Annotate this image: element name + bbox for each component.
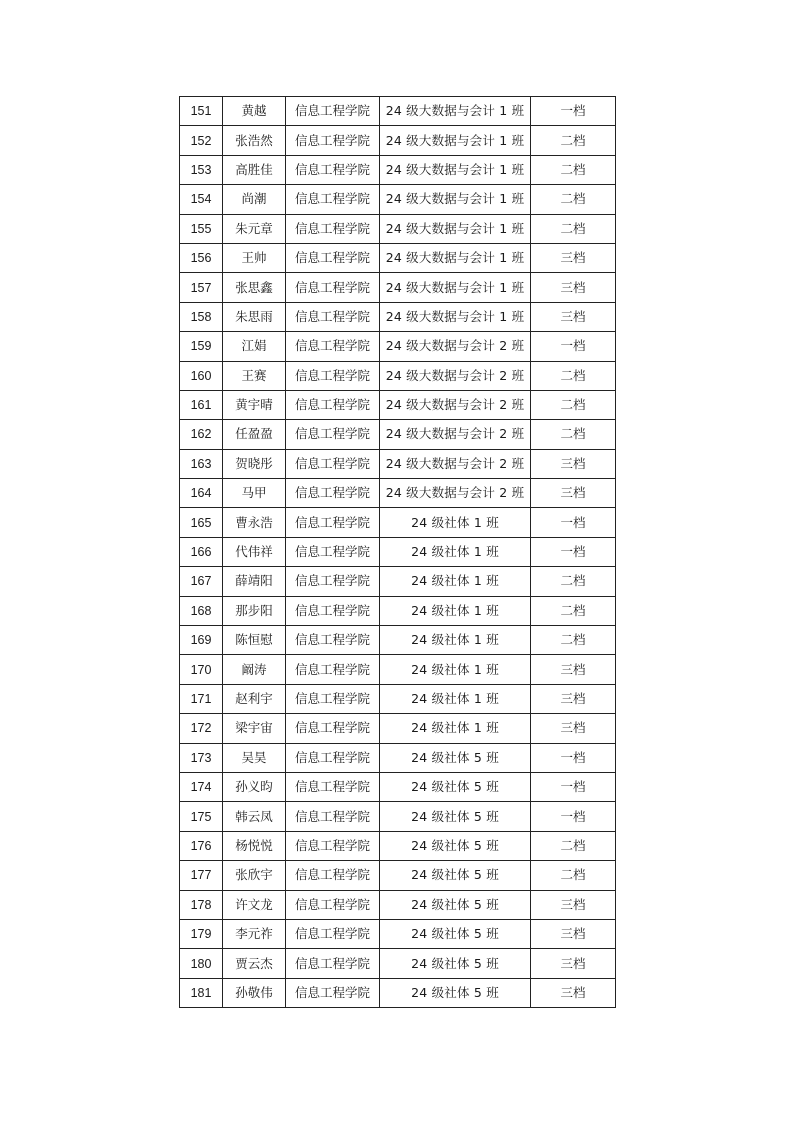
table-row: [180, 449, 616, 478]
tier-cell: 三档: [531, 714, 616, 743]
tier-cell: 二档: [531, 126, 616, 155]
row-number-cell: 168: [180, 596, 223, 625]
college-cell: 信息工程学院: [286, 890, 380, 919]
row-number-cell: 177: [180, 861, 223, 890]
table-row: [180, 508, 616, 537]
student-name-cell: 杨悦悦: [223, 831, 286, 860]
tier-cell: 三档: [531, 978, 616, 1007]
student-name-cell: 马甲: [223, 479, 286, 508]
class-cell: 24 级社体 5 班: [380, 861, 531, 890]
tier-cell: 二档: [531, 626, 616, 655]
class-cell: 24 级社体 5 班: [380, 978, 531, 1007]
college-cell: 信息工程学院: [286, 243, 380, 272]
student-name-cell: 任盈盈: [223, 420, 286, 449]
row-number-cell: 159: [180, 332, 223, 361]
class-cell: 24 级社体 5 班: [380, 772, 531, 801]
tier-cell: 三档: [531, 302, 616, 331]
student-name-cell: 张欣宇: [223, 861, 286, 890]
student-name-cell: 王赛: [223, 361, 286, 390]
row-number-cell: 157: [180, 273, 223, 302]
table-row: [180, 361, 616, 390]
student-name-cell: 代伟祥: [223, 537, 286, 566]
roster-body: [180, 97, 616, 1008]
student-name-cell: 贾云杰: [223, 949, 286, 978]
table-row: [180, 97, 616, 126]
row-number-cell: 174: [180, 772, 223, 801]
table-row: [180, 332, 616, 361]
row-number-cell: 180: [180, 949, 223, 978]
tier-cell: 二档: [531, 831, 616, 860]
class-cell: 24 级社体 1 班: [380, 596, 531, 625]
student-name-cell: 高胜佳: [223, 155, 286, 184]
college-cell: 信息工程学院: [286, 390, 380, 419]
student-name-cell: 黄宇晴: [223, 390, 286, 419]
student-name-cell: 江娟: [223, 332, 286, 361]
class-cell: 24 级大数据与会计 2 班: [380, 390, 531, 419]
class-cell: 24 级大数据与会计 2 班: [380, 332, 531, 361]
college-cell: 信息工程学院: [286, 185, 380, 214]
table-row: [180, 831, 616, 860]
tier-cell: 一档: [531, 772, 616, 801]
tier-cell: 二档: [531, 861, 616, 890]
table-row: [180, 978, 616, 1007]
student-name-cell: 赵利宇: [223, 684, 286, 713]
table-row: [180, 802, 616, 831]
class-cell: 24 级大数据与会计 1 班: [380, 126, 531, 155]
college-cell: 信息工程学院: [286, 479, 380, 508]
tier-cell: 一档: [531, 508, 616, 537]
tier-cell: 三档: [531, 449, 616, 478]
table-row: [180, 684, 616, 713]
row-number-cell: 170: [180, 655, 223, 684]
college-cell: 信息工程学院: [286, 772, 380, 801]
tier-cell: 二档: [531, 185, 616, 214]
student-name-cell: 孙义昀: [223, 772, 286, 801]
class-cell: 24 级社体 1 班: [380, 567, 531, 596]
tier-cell: 三档: [531, 243, 616, 272]
class-cell: 24 级大数据与会计 1 班: [380, 302, 531, 331]
table-row: [180, 302, 616, 331]
table-row: [180, 126, 616, 155]
college-cell: 信息工程学院: [286, 861, 380, 890]
class-cell: 24 级社体 5 班: [380, 831, 531, 860]
tier-cell: 一档: [531, 97, 616, 126]
row-number-cell: 158: [180, 302, 223, 331]
table-row: [180, 479, 616, 508]
college-cell: 信息工程学院: [286, 802, 380, 831]
college-cell: 信息工程学院: [286, 361, 380, 390]
class-cell: 24 级社体 5 班: [380, 919, 531, 948]
tier-cell: 二档: [531, 390, 616, 419]
table-row: [180, 626, 616, 655]
college-cell: 信息工程学院: [286, 949, 380, 978]
table-row: [180, 655, 616, 684]
row-number-cell: 160: [180, 361, 223, 390]
student-name-cell: 朱元章: [223, 214, 286, 243]
table-row: [180, 273, 616, 302]
row-number-cell: 154: [180, 185, 223, 214]
student-name-cell: 黄越: [223, 97, 286, 126]
row-number-cell: 162: [180, 420, 223, 449]
student-name-cell: 尚潮: [223, 185, 286, 214]
row-number-cell: 176: [180, 831, 223, 860]
row-number-cell: 173: [180, 743, 223, 772]
table-row: [180, 185, 616, 214]
college-cell: 信息工程学院: [286, 508, 380, 537]
student-roster-table: [179, 96, 616, 1008]
student-name-cell: 薛靖阳: [223, 567, 286, 596]
college-cell: 信息工程学院: [286, 126, 380, 155]
class-cell: 24 级社体 5 班: [380, 802, 531, 831]
table-row: [180, 537, 616, 566]
student-name-cell: 曹永浩: [223, 508, 286, 537]
table-row: [180, 567, 616, 596]
class-cell: 24 级社体 1 班: [380, 655, 531, 684]
row-number-cell: 175: [180, 802, 223, 831]
college-cell: 信息工程学院: [286, 831, 380, 860]
college-cell: 信息工程学院: [286, 596, 380, 625]
row-number-cell: 163: [180, 449, 223, 478]
table-row: [180, 949, 616, 978]
student-name-cell: 朱思雨: [223, 302, 286, 331]
class-cell: 24 级大数据与会计 2 班: [380, 449, 531, 478]
row-number-cell: 165: [180, 508, 223, 537]
row-number-cell: 152: [180, 126, 223, 155]
tier-cell: 二档: [531, 361, 616, 390]
class-cell: 24 级社体 1 班: [380, 714, 531, 743]
row-number-cell: 153: [180, 155, 223, 184]
row-number-cell: 151: [180, 97, 223, 126]
tier-cell: 三档: [531, 273, 616, 302]
college-cell: 信息工程学院: [286, 537, 380, 566]
college-cell: 信息工程学院: [286, 332, 380, 361]
tier-cell: 三档: [531, 479, 616, 508]
college-cell: 信息工程学院: [286, 567, 380, 596]
table-row: [180, 243, 616, 272]
tier-cell: 一档: [531, 802, 616, 831]
class-cell: 24 级大数据与会计 1 班: [380, 155, 531, 184]
college-cell: 信息工程学院: [286, 302, 380, 331]
college-cell: 信息工程学院: [286, 155, 380, 184]
row-number-cell: 167: [180, 567, 223, 596]
tier-cell: 三档: [531, 684, 616, 713]
tier-cell: 三档: [531, 949, 616, 978]
college-cell: 信息工程学院: [286, 626, 380, 655]
college-cell: 信息工程学院: [286, 919, 380, 948]
student-name-cell: 那步阳: [223, 596, 286, 625]
table-row: [180, 596, 616, 625]
class-cell: 24 级社体 1 班: [380, 684, 531, 713]
row-number-cell: 181: [180, 978, 223, 1007]
college-cell: 信息工程学院: [286, 655, 380, 684]
class-cell: 24 级社体 1 班: [380, 537, 531, 566]
table-row: [180, 714, 616, 743]
college-cell: 信息工程学院: [286, 714, 380, 743]
class-cell: 24 级大数据与会计 1 班: [380, 97, 531, 126]
tier-cell: 三档: [531, 655, 616, 684]
row-number-cell: 161: [180, 390, 223, 419]
student-name-cell: 阚涛: [223, 655, 286, 684]
tier-cell: 二档: [531, 155, 616, 184]
tier-cell: 二档: [531, 420, 616, 449]
class-cell: 24 级社体 5 班: [380, 743, 531, 772]
tier-cell: 二档: [531, 214, 616, 243]
class-cell: 24 级大数据与会计 1 班: [380, 214, 531, 243]
row-number-cell: 164: [180, 479, 223, 508]
college-cell: 信息工程学院: [286, 97, 380, 126]
class-cell: 24 级大数据与会计 1 班: [380, 185, 531, 214]
table-row: [180, 919, 616, 948]
student-name-cell: 陈恒慰: [223, 626, 286, 655]
college-cell: 信息工程学院: [286, 743, 380, 772]
student-name-cell: 贺晓彤: [223, 449, 286, 478]
class-cell: 24 级社体 1 班: [380, 626, 531, 655]
class-cell: 24 级社体 5 班: [380, 890, 531, 919]
college-cell: 信息工程学院: [286, 273, 380, 302]
table-row: [180, 420, 616, 449]
row-number-cell: 172: [180, 714, 223, 743]
college-cell: 信息工程学院: [286, 420, 380, 449]
class-cell: 24 级大数据与会计 1 班: [380, 273, 531, 302]
class-cell: 24 级社体 5 班: [380, 949, 531, 978]
college-cell: 信息工程学院: [286, 214, 380, 243]
table-row: [180, 890, 616, 919]
table-row: [180, 743, 616, 772]
row-number-cell: 179: [180, 919, 223, 948]
tier-cell: 二档: [531, 596, 616, 625]
class-cell: 24 级大数据与会计 2 班: [380, 479, 531, 508]
college-cell: 信息工程学院: [286, 978, 380, 1007]
student-name-cell: 张思鑫: [223, 273, 286, 302]
tier-cell: 一档: [531, 332, 616, 361]
row-number-cell: 156: [180, 243, 223, 272]
class-cell: 24 级大数据与会计 2 班: [380, 420, 531, 449]
student-name-cell: 孙敬伟: [223, 978, 286, 1007]
tier-cell: 一档: [531, 743, 616, 772]
tier-cell: 二档: [531, 567, 616, 596]
tier-cell: 三档: [531, 890, 616, 919]
student-name-cell: 许文龙: [223, 890, 286, 919]
table-row: [180, 155, 616, 184]
college-cell: 信息工程学院: [286, 449, 380, 478]
table-row: [180, 390, 616, 419]
student-name-cell: 梁宇宙: [223, 714, 286, 743]
class-cell: 24 级社体 1 班: [380, 508, 531, 537]
row-number-cell: 169: [180, 626, 223, 655]
student-name-cell: 张浩然: [223, 126, 286, 155]
class-cell: 24 级大数据与会计 1 班: [380, 243, 531, 272]
row-number-cell: 166: [180, 537, 223, 566]
table-row: [180, 861, 616, 890]
college-cell: 信息工程学院: [286, 684, 380, 713]
row-number-cell: 155: [180, 214, 223, 243]
class-cell: 24 级大数据与会计 2 班: [380, 361, 531, 390]
student-name-cell: 李元祚: [223, 919, 286, 948]
student-name-cell: 吴昊: [223, 743, 286, 772]
row-number-cell: 171: [180, 684, 223, 713]
table-row: [180, 772, 616, 801]
tier-cell: 三档: [531, 919, 616, 948]
row-number-cell: 178: [180, 890, 223, 919]
table-row: [180, 214, 616, 243]
tier-cell: 一档: [531, 537, 616, 566]
student-name-cell: 韩云凤: [223, 802, 286, 831]
student-name-cell: 王帅: [223, 243, 286, 272]
